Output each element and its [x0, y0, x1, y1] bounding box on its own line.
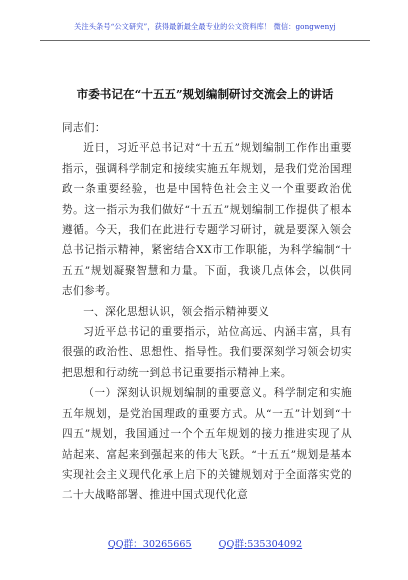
footer-qq-group-2: QQ群:535304092 — [218, 539, 303, 550]
document-body — [62, 118, 352, 506]
header-banner: 关注头条号“公文研究”，获得最新最全最专业的公文资料库！ 微信：gongwenyj — [74, 22, 336, 31]
footer-qq-groups — [40, 536, 370, 550]
header-divider — [40, 40, 370, 41]
document-title: 市委书记在“十五五”规划编制研讨交流会上的讲话 — [76, 87, 334, 101]
paragraph-section-1: 习近平总书记的重要指示，站位高远、内涵丰富，具有很强的政治性、思想性、指导性。我们要深刻学习领会切实把思想和行动统一到总书记重要指示精神上来。 — [62, 326, 352, 379]
paragraph-subsection-1: （一）深刻认识规划编制的重要意义。科学制定和实施五年规划，是党治国理政的重要方式。从“一五”计划到“十四五”规划，我国通过一个个五年规划的接力推进实现了从站起来、富起来到强起来的伟大飞跃。“十五五”规划是基本实现社会主义现代化承上启下的关键规划对于全面落实党的二十大战略部署、推进中国式现代化意 — [62, 387, 352, 502]
section-heading: 一、深化思想认识，领会指示精神要义 — [83, 305, 270, 318]
paragraph-intro: 近日，习近平总书记对“十五五”规划编制工作作出重要指示，强调科学制定和接续实施五年规划，是我们党治国理政一条重要经验，也是中国特色社会主义一个重要政治优势。这一指示为我们做好“十五五”规划编制工作提供了根本遵循。今天，我们在此进行专题学习研讨，就是要深入领会总书记指示精神，紧密结合XX市工作职能，为科学编制“十五五”规划凝聚智慧和力量。下面，我谈几点体会，以供同志们参考。 — [62, 142, 352, 298]
salutation: 同志们： — [62, 122, 106, 134]
footer-qq-group-1: QQ群：30265665 — [107, 539, 192, 550]
